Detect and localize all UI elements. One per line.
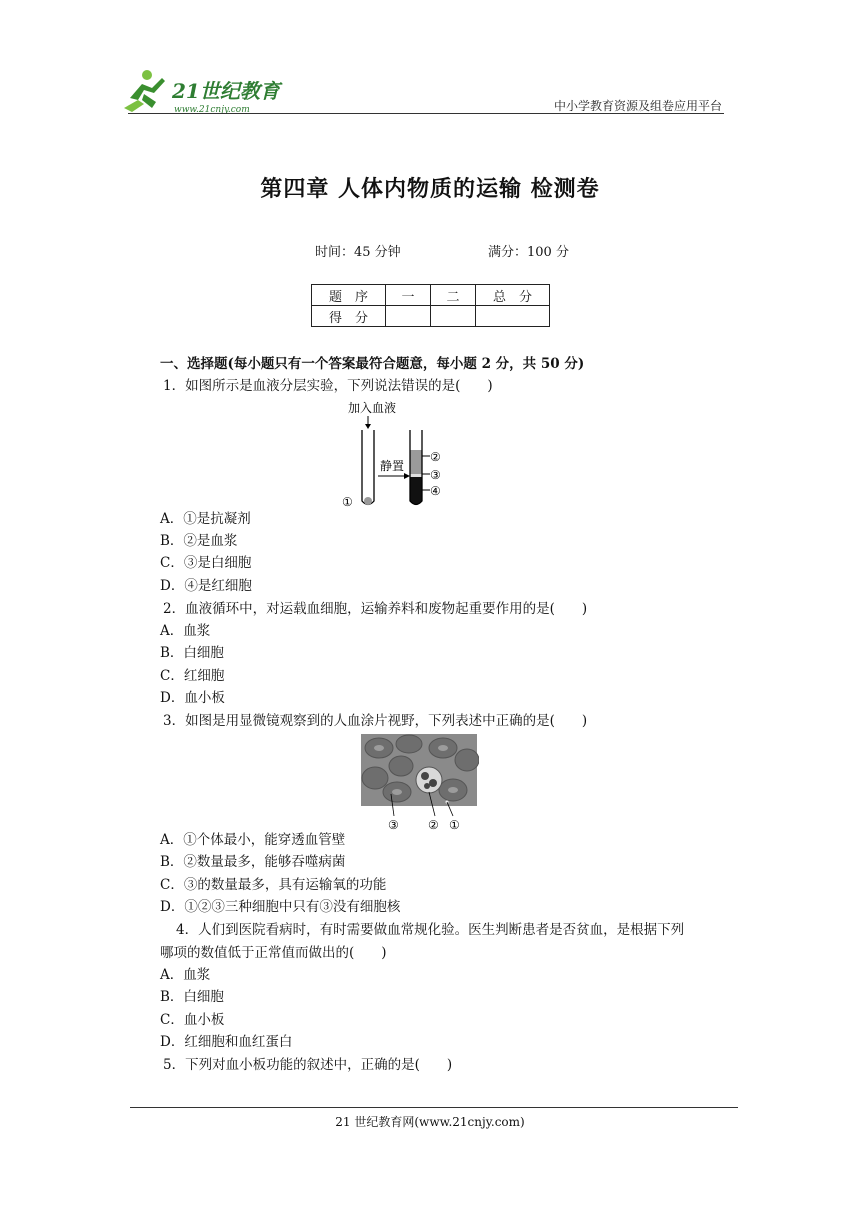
option: A．血浆 xyxy=(160,623,211,639)
svg-text:①: ① xyxy=(449,818,460,832)
score-cell[interactable] xyxy=(476,306,550,327)
option: C．红细胞 xyxy=(160,668,225,684)
score-cell: 总 分 xyxy=(476,285,550,306)
question-2-stem: 2．血液循环中，对运载血细胞，运输养料和废物起重要作用的是( ) xyxy=(163,601,588,617)
option: D．④是红细胞 xyxy=(160,578,252,594)
page-title: 第四章 人体内物质的运输 检测卷 xyxy=(260,177,600,202)
option: A．血浆 xyxy=(160,967,211,983)
svg-text:②: ② xyxy=(428,818,439,832)
footer-text: 21 世纪教育网(www.21cnjy.com) xyxy=(335,1115,525,1129)
option: C．血小板 xyxy=(160,1012,225,1028)
header-divider xyxy=(128,113,724,114)
option: C．③的数量最多，具有运输氧的功能 xyxy=(160,877,387,893)
time-limit: 时间：45 分钟 xyxy=(315,245,401,260)
score-cell: 二 xyxy=(431,285,476,306)
score-cell[interactable] xyxy=(386,306,431,327)
option: B．②数量最多，能够吞噬病菌 xyxy=(160,854,346,870)
full-score: 满分：100 分 xyxy=(488,245,569,260)
svg-text:www.21cnjy.com: www.21cnjy.com xyxy=(174,105,250,115)
option: D．①②③三种细胞中只有③没有细胞核 xyxy=(160,899,401,915)
score-table xyxy=(311,284,550,327)
score-cell[interactable] xyxy=(431,306,476,327)
score-table-score-row xyxy=(312,306,550,327)
svg-text:②: ② xyxy=(430,450,441,464)
option: A．①是抗凝剂 xyxy=(160,511,251,527)
logo-runner-icon xyxy=(120,68,295,116)
section-heading: 一、选择题(每小题只有一个答案最符合题意，每小题 2 分，共 50 分) xyxy=(160,356,585,372)
option: D．血小板 xyxy=(160,690,225,706)
option: A．①个体最小，能穿透血管壁 xyxy=(160,832,346,848)
score-cell: 得 分 xyxy=(312,306,386,327)
option: B．白细胞 xyxy=(160,645,224,661)
logo xyxy=(120,68,295,116)
option: B．②是血浆 xyxy=(160,533,238,549)
option: B．白细胞 xyxy=(160,989,224,1005)
option: D．红细胞和血红蛋白 xyxy=(160,1034,293,1050)
platform-name: 中小学教育资源及组卷应用平台 xyxy=(553,99,722,113)
score-cell: 题 序 xyxy=(312,285,386,306)
svg-text:加入血液: 加入血液 xyxy=(348,401,397,415)
score-table-header-row xyxy=(312,285,550,306)
blood-layering-figure xyxy=(338,398,458,514)
svg-text:21世纪教育: 21世纪教育 xyxy=(172,79,280,103)
question-3-stem: 3．如图是用显微镜观察到的人血涂片视野，下列表述中正确的是( ) xyxy=(163,713,588,729)
score-cell: 一 xyxy=(386,285,431,306)
option: C．③是白细胞 xyxy=(160,555,252,571)
question-4-stem-cont: 哪项的数值低于正常值而做出的( ) xyxy=(160,945,387,961)
blood-smear-figure xyxy=(361,734,479,834)
svg-text:静置: 静置 xyxy=(380,459,405,473)
question-5-stem: 5．下列对血小板功能的叙述中，正确的是( ) xyxy=(163,1057,453,1073)
footer-divider xyxy=(130,1107,738,1108)
svg-text:③: ③ xyxy=(430,468,441,482)
question-4-stem: 4．人们到医院看病时，有时需要做血常规化验。医生判断患者是否贫血，是根据下列 xyxy=(176,922,685,938)
svg-text:③: ③ xyxy=(388,818,399,832)
question-1-stem: 1．如图所示是血液分层实验，下列说法错误的是( ) xyxy=(163,378,493,394)
svg-text:④: ④ xyxy=(430,484,441,498)
svg-text:①: ① xyxy=(342,495,353,509)
